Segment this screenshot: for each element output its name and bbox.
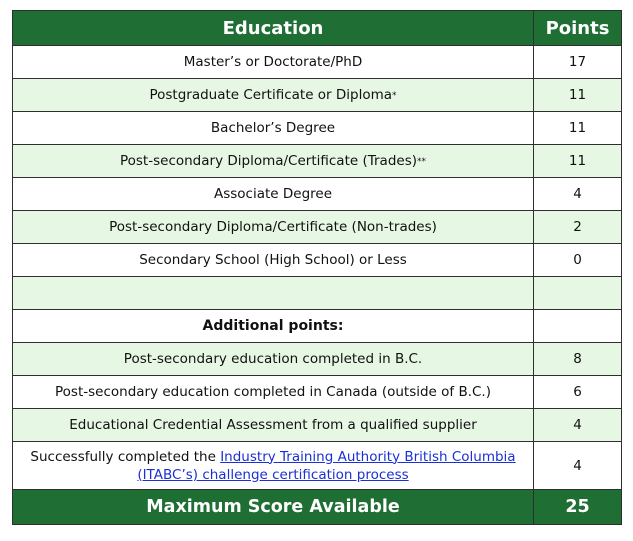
row-points: 11 xyxy=(534,79,622,112)
maximum-score-value: 25 xyxy=(534,490,622,525)
table-row xyxy=(13,46,622,79)
empty-points-cell xyxy=(534,310,622,343)
row-points: 17 xyxy=(534,46,622,79)
footnote-mark: * xyxy=(392,91,397,101)
table-row xyxy=(13,409,622,442)
row-points: 6 xyxy=(534,376,622,409)
row-points: 2 xyxy=(534,211,622,244)
row-label: Secondary School (High School) or Less xyxy=(13,244,534,277)
row-label: Post-secondary education completed in Canada (outside of B.C.) xyxy=(13,376,534,409)
row-points: 4 xyxy=(534,409,622,442)
row-label: Post-secondary Diploma/Certificate (Non-trades) xyxy=(13,211,534,244)
table-header-row xyxy=(13,11,622,46)
row-label: Post-secondary education completed in B.C. xyxy=(13,343,534,376)
table-row xyxy=(13,79,622,112)
education-points-table-wrapper xyxy=(12,10,621,525)
additional-points-heading: Additional points: xyxy=(13,310,534,343)
row-points: 0 xyxy=(534,244,622,277)
row-label: Master’s or Doctorate/PhD xyxy=(13,46,534,79)
header-points: Points xyxy=(534,11,622,46)
itabc-challenge-link[interactable]: Industry Training Authority British Columbia (ITABC’s) challenge certification process xyxy=(137,448,516,483)
row-label: Educational Credential Assessment from a qualified supplier xyxy=(13,409,534,442)
row-points: 4 xyxy=(534,178,622,211)
footnote-mark: ** xyxy=(417,157,426,167)
row-label: Associate Degree xyxy=(13,178,534,211)
table-row xyxy=(13,343,622,376)
table-row xyxy=(13,376,622,409)
spacer-cell xyxy=(534,277,622,310)
row-points: 4 xyxy=(534,442,622,490)
row-points: 11 xyxy=(534,145,622,178)
row-label: Bachelor’s Degree xyxy=(13,112,534,145)
row-points: 8 xyxy=(534,343,622,376)
table-row xyxy=(13,112,622,145)
row-label: Post-secondary Diploma/Certificate (Trades)** xyxy=(13,145,534,178)
table-row xyxy=(13,211,622,244)
table-row xyxy=(13,178,622,211)
header-education: Education xyxy=(13,11,534,46)
row-label: Successfully completed the Industry Training Authority British Columbia (ITABC’s) challenge certification process xyxy=(13,442,534,490)
table-row xyxy=(13,442,622,490)
spacer-row xyxy=(13,277,622,310)
spacer-cell xyxy=(13,277,534,310)
row-label: Postgraduate Certificate or Diploma* xyxy=(13,79,534,112)
maximum-score-label: Maximum Score Available xyxy=(13,490,534,525)
table-row xyxy=(13,145,622,178)
additional-heading-row xyxy=(13,310,622,343)
table-row xyxy=(13,244,622,277)
row-points: 11 xyxy=(534,112,622,145)
table-footer-row xyxy=(13,490,622,525)
education-points-table xyxy=(12,10,622,525)
